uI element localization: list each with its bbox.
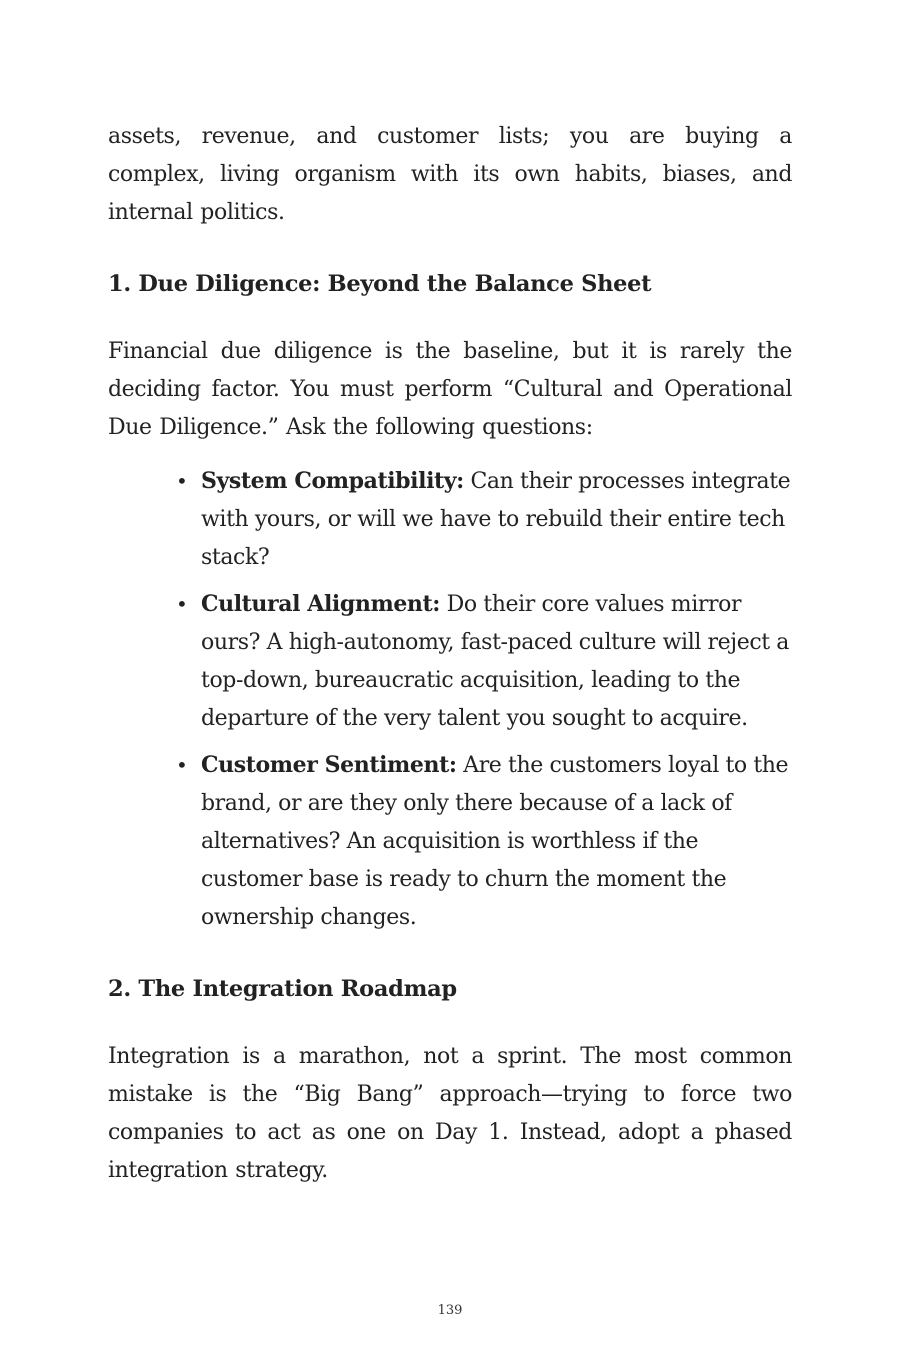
bullet-text: Can their processes integrate with yours, or will we have to rebuild their entire tech stack? bbox=[201, 469, 791, 570]
integration-paragraph: Integration is a marathon, not a sprint. The most common mistake is the “Big Bang” approach—trying to force two companies to act as one on Day 1. Instead, adopt a phased integration strategy. bbox=[108, 1044, 792, 1183]
section-heading-integration-roadmap: 2. The Integration Roadmap bbox=[108, 976, 457, 1002]
list-item-customer-sentiment bbox=[176, 746, 792, 937]
opening-paragraph: assets, revenue, and customer lists; you are buying a complex, living organism with its own habits, biases, and internal politics. bbox=[108, 124, 792, 225]
bullet-icon: • bbox=[176, 592, 188, 616]
bullet-term: Customer Sentiment: bbox=[201, 752, 457, 778]
page-number: 139 bbox=[437, 1303, 463, 1318]
bullet-text: Are the customers loyal to the brand, or are they only there because of a lack of alternatives? An acquisition is worthless if the customer base is ready to churn the moment the ownership changes. bbox=[201, 753, 789, 930]
bullet-text: Do their core values mirror ours? A high-autonomy, fast-paced culture will reject a top-down, bureaucratic acquisition, leading to the departure of the very talent you sought to acquire. bbox=[201, 592, 790, 731]
list-item-cultural-alignment bbox=[176, 585, 792, 738]
section-heading-due-diligence: 1. Due Diligence: Beyond the Balance Sheet bbox=[108, 271, 652, 297]
bullet-icon: • bbox=[176, 469, 188, 493]
bullet-term: System Compatibility: bbox=[201, 468, 464, 494]
due-diligence-questions-list bbox=[108, 462, 792, 937]
page-body bbox=[108, 118, 792, 1190]
bullet-term: Cultural Alignment: bbox=[201, 591, 440, 617]
due-diligence-paragraph: Financial due diligence is the baseline, but it is rarely the deciding factor. You must perform “Cultural and Operational Due Diligence.” Ask the following questions: bbox=[108, 339, 792, 440]
bullet-icon: • bbox=[176, 753, 188, 777]
list-item-system-compatibility bbox=[176, 462, 792, 577]
